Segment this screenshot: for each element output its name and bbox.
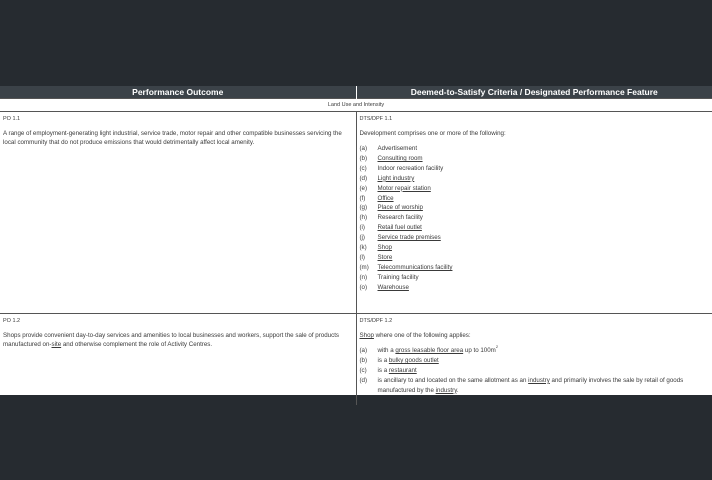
- po-ref: PO 1.2: [3, 318, 21, 324]
- dts-intro: Development comprises one or more of the following:: [359, 130, 506, 137]
- site-link[interactable]: site: [51, 341, 62, 348]
- item-text: Research facility: [377, 214, 423, 222]
- item-text: Advertisement: [377, 145, 418, 152]
- item-link[interactable]: Store: [377, 253, 393, 261]
- restaurant-link[interactable]: restaurant: [388, 366, 417, 374]
- item-label: (d): [359, 174, 368, 182]
- list-item: [360, 194, 710, 204]
- item-label: (o): [359, 283, 368, 291]
- item-link[interactable]: Shop: [377, 244, 392, 252]
- item-text: [378, 366, 710, 376]
- item-label: (m): [359, 263, 369, 271]
- shop-conditions-list: [360, 346, 710, 396]
- item-link[interactable]: Place of worship: [377, 204, 423, 212]
- section-title: Land Use and Intensity: [0, 99, 712, 112]
- list-item: [360, 253, 710, 263]
- item-label: (d): [359, 376, 368, 384]
- item-label: (e): [359, 184, 368, 192]
- list-item: [360, 154, 710, 164]
- list-item: [360, 346, 710, 356]
- land-use-list: [360, 144, 710, 293]
- item-label: (a): [359, 347, 368, 354]
- list-item: [360, 283, 710, 293]
- item-link[interactable]: Office: [377, 194, 394, 202]
- item-text: [378, 376, 710, 396]
- item-text: [378, 346, 710, 356]
- item-label: (j): [359, 234, 365, 242]
- industry-link[interactable]: industry: [528, 376, 550, 384]
- item-label: (b): [359, 356, 368, 364]
- dts-intro: [360, 331, 710, 340]
- list-item: [360, 203, 710, 213]
- item-link[interactable]: Retail fuel outlet: [377, 224, 422, 232]
- item-text: Indoor recreation facility: [377, 164, 444, 172]
- dts-cell: [356, 314, 712, 406]
- item-pre: is a: [377, 366, 389, 374]
- item-link[interactable]: Light industry: [377, 174, 415, 182]
- header-performance-outcome: Performance Outcome: [0, 86, 356, 99]
- item-label: (b): [359, 154, 368, 162]
- item-label: (l): [359, 253, 365, 261]
- item-label: (k): [359, 244, 367, 252]
- list-item: [360, 184, 710, 194]
- list-item: [360, 144, 710, 154]
- list-item: [360, 213, 710, 223]
- po-cell: [0, 314, 356, 406]
- item-post: .: [456, 386, 459, 394]
- dts-intro-rest: where one of the following applies:: [373, 332, 471, 339]
- po-cell: [0, 112, 356, 314]
- table-row: [0, 314, 712, 406]
- item-label: (c): [359, 164, 367, 172]
- item-label: (a): [359, 145, 368, 152]
- item-label: (f): [359, 194, 366, 202]
- list-item: [360, 243, 710, 253]
- po-ref: PO 1.1: [3, 116, 21, 122]
- planning-table: [0, 86, 712, 405]
- dts-ref: DTS/DPF 1.2: [359, 318, 393, 324]
- header-dts-criteria: Deemed-to-Satisfy Criteria / Designated Performance Feature: [356, 86, 712, 99]
- po-text-end: and otherwise complement the role of Activity Centres.: [61, 341, 213, 348]
- item-label: (c): [359, 366, 367, 374]
- item-text: Training facility: [377, 273, 419, 281]
- list-item: [360, 164, 710, 174]
- po-text-start: Shops provide convenient day-to-day services and amenities to local businesses and workers, support the sale of products manufactured on-: [3, 332, 340, 348]
- item-pre: is ancillary to and located on the same allotment as an: [377, 376, 529, 384]
- section-row: [0, 99, 712, 112]
- planning-table-page: [0, 86, 712, 395]
- po-text: A range of employment-generating light industrial, service trade, motor repair and other compatible businesses servicing the local community that do not produce emissions that would detrimentally affect local amenity.: [3, 130, 342, 146]
- industry-link[interactable]: industry: [435, 386, 457, 394]
- shop-link[interactable]: Shop: [359, 332, 374, 339]
- item-label: (g): [359, 204, 368, 212]
- item-post: up to 100m: [463, 347, 496, 354]
- list-item: [360, 233, 710, 243]
- table-row: [0, 112, 712, 314]
- dts-cell: [356, 112, 712, 314]
- item-link[interactable]: Consulting room: [377, 154, 423, 162]
- item-link[interactable]: Telecommunications facility: [377, 263, 453, 271]
- item-link[interactable]: Warehouse: [377, 283, 409, 291]
- item-label: (i): [359, 224, 365, 232]
- dts-ref: DTS/DPF 1.1: [359, 116, 393, 122]
- item-link[interactable]: Motor repair station: [377, 184, 431, 192]
- item-label: (h): [359, 214, 368, 222]
- list-item: [360, 366, 710, 376]
- gfa-link[interactable]: gross leasable floor area: [395, 347, 464, 354]
- list-item: [360, 174, 710, 184]
- item-label: (n): [359, 273, 368, 281]
- list-item: [360, 356, 710, 366]
- item-post: and primarily involves the sale by retail of goods manufactured by the: [377, 376, 684, 394]
- po-text: [3, 331, 353, 349]
- bulky-goods-link[interactable]: bulky goods outlet: [388, 356, 439, 364]
- header-row: [0, 86, 712, 99]
- superscript: 2: [495, 344, 499, 349]
- item-link[interactable]: Service trade premises: [377, 234, 441, 242]
- list-item: [360, 376, 710, 396]
- list-item: [360, 273, 710, 283]
- list-item: [360, 263, 710, 273]
- item-pre: with a: [377, 347, 396, 354]
- list-item: [360, 223, 710, 233]
- item-text: [378, 356, 710, 366]
- item-pre: is a: [377, 356, 389, 364]
